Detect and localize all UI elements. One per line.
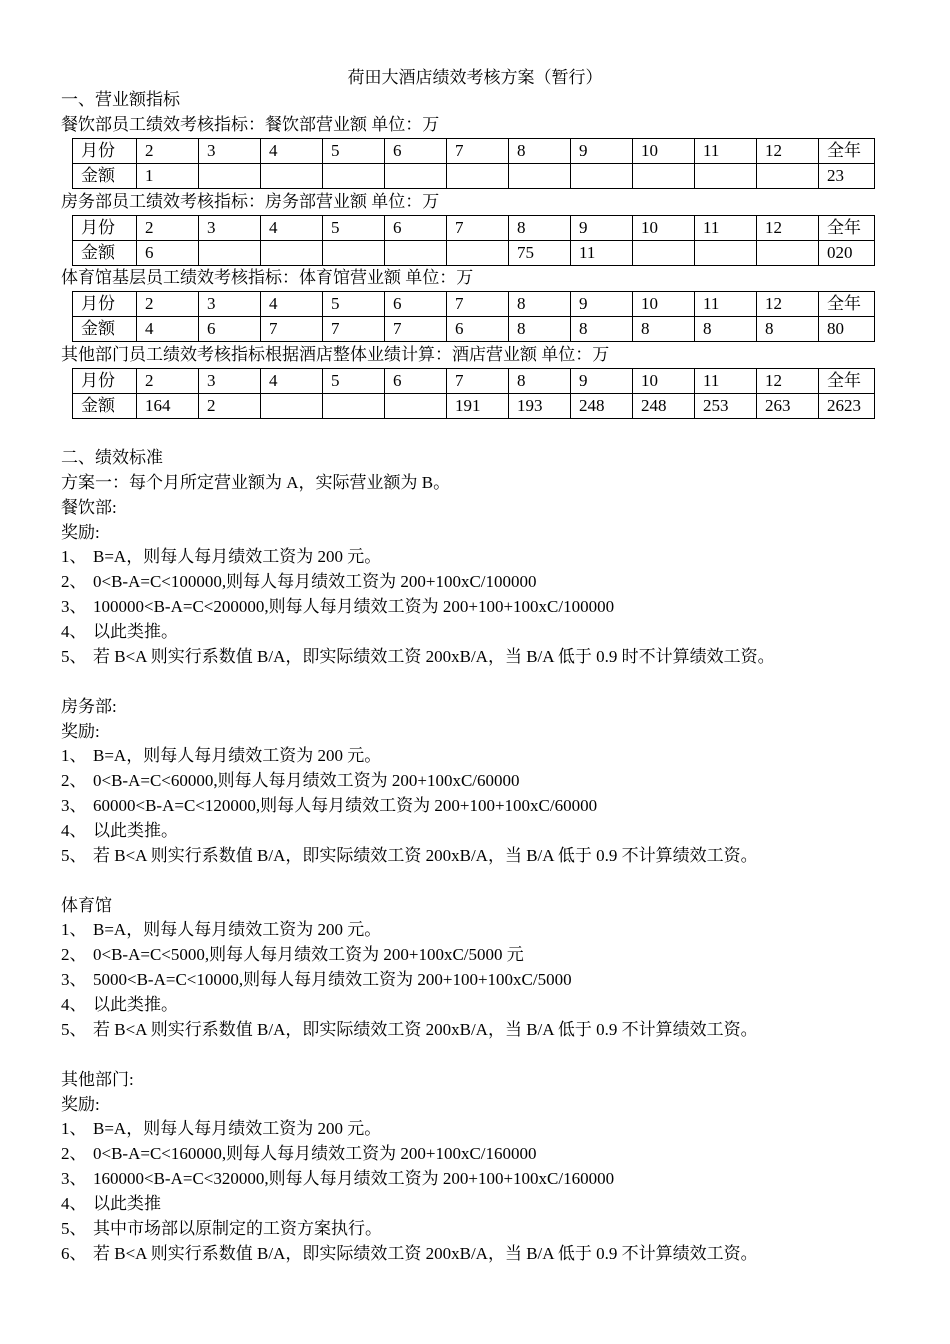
list-text: 若 B<A 则实行系数值 B/A，即实际绩效工资 200xB/A，当 B/A 低于 0.9 不计算绩效工资。 — [93, 846, 758, 865]
table-cell: 6 — [385, 216, 447, 241]
table-cell: 4 — [261, 139, 323, 164]
table-cell: 金额 — [73, 317, 137, 342]
section1-heading: 一、营业额指标 — [61, 90, 180, 109]
list-item — [61, 967, 758, 992]
dept-heading-gym: 体育馆 — [61, 896, 112, 915]
list-text: 0<B-A=C<160000,则每人每月绩效工资为 200+100xC/160000 — [93, 1144, 537, 1163]
list-item — [61, 917, 758, 942]
list-text: 若 B<A 则实行系数值 B/A，即实际绩效工资 200xB/A，当 B/A 低于 0.9 不计算绩效工资。 — [93, 1020, 758, 1039]
table-cell — [757, 164, 819, 189]
table-cell — [261, 241, 323, 266]
list-text: 若 B<A 则实行系数值 B/A，即实际绩效工资 200xB/A，当 B/A 低于 0.9 不计算绩效工资。 — [93, 1244, 758, 1263]
table-cell: 2623 — [819, 394, 875, 419]
table-cell: 6 — [385, 369, 447, 394]
table-cell: 193 — [509, 394, 571, 419]
list-item — [61, 768, 758, 793]
list-item — [61, 843, 758, 868]
table-cell: 月份 — [73, 216, 137, 241]
table-cell: 金额 — [73, 394, 137, 419]
table-row — [73, 317, 875, 342]
table-cell: 11 — [695, 369, 757, 394]
list-number: 4、 — [61, 1194, 87, 1213]
list-item — [61, 818, 758, 843]
list-text: 其中市场部以原制定的工资方案执行。 — [93, 1219, 382, 1238]
list-text: 以此类推。 — [93, 995, 178, 1014]
list-number: 3、 — [61, 796, 87, 815]
list-item — [61, 1241, 758, 1266]
table-cell: 020 — [819, 241, 875, 266]
table-cell: 5 — [323, 369, 385, 394]
table-cell: 10 — [633, 216, 695, 241]
list-item — [61, 594, 775, 619]
table-cell: 8 — [509, 216, 571, 241]
table-cell: 3 — [199, 139, 261, 164]
table-cell: 7 — [323, 317, 385, 342]
table-cell: 4 — [261, 369, 323, 394]
plan-description: 方案一：每个月所定营业额为 A，实际营业额为 B。 — [61, 473, 451, 492]
list-number: 3、 — [61, 1169, 87, 1188]
table-cell: 6 — [385, 292, 447, 317]
table-row — [73, 164, 875, 189]
table-cell — [757, 241, 819, 266]
table-cell — [509, 164, 571, 189]
table-cell: 4 — [261, 292, 323, 317]
list-number: 5、 — [61, 1020, 87, 1039]
table-cell — [571, 164, 633, 189]
table-cell: 金额 — [73, 164, 137, 189]
list-number: 2、 — [61, 771, 87, 790]
table-cell: 10 — [633, 369, 695, 394]
list-text: 0<B-A=C<60000,则每人每月绩效工资为 200+100xC/60000 — [93, 771, 520, 790]
table-cell: 191 — [447, 394, 509, 419]
list-text: 以此类推。 — [93, 622, 178, 641]
table-cell — [199, 164, 261, 189]
table-cell: 11 — [571, 241, 633, 266]
table-cell: 3 — [199, 292, 261, 317]
table-cell: 12 — [757, 292, 819, 317]
table-cell: 8 — [633, 317, 695, 342]
list-number: 1、 — [61, 920, 87, 939]
table-cell: 2 — [137, 139, 199, 164]
list-text: 5000<B-A=C<10000,则每人每月绩效工资为 200+100+100xC/5000 — [93, 970, 572, 989]
table-cell: 2 — [199, 394, 261, 419]
table-cell: 3 — [199, 216, 261, 241]
table-cell: 253 — [695, 394, 757, 419]
table-cell: 月份 — [73, 139, 137, 164]
table-cell: 月份 — [73, 369, 137, 394]
list-text: 以此类推。 — [93, 821, 178, 840]
table-cell: 8 — [695, 317, 757, 342]
rule-list-catering — [61, 544, 775, 669]
list-item — [61, 992, 758, 1017]
dept-heading-catering: 餐饮部: — [61, 498, 117, 517]
table-cell: 5 — [323, 139, 385, 164]
table-row — [73, 241, 875, 266]
table-cell: 9 — [571, 292, 633, 317]
reward-label-catering: 奖励: — [61, 523, 100, 542]
rule-list-other — [61, 1116, 758, 1266]
list-number: 1、 — [61, 547, 87, 566]
table-cell: 7 — [447, 369, 509, 394]
table-cell: 75 — [509, 241, 571, 266]
table-cell: 248 — [571, 394, 633, 419]
list-item — [61, 793, 758, 818]
table-cell: 全年 — [819, 139, 875, 164]
list-text: 160000<B-A=C<320000,则每人每月绩效工资为 200+100+100xC/160000 — [93, 1169, 615, 1188]
list-text: B=A，则每人每月绩效工资为 200 元。 — [93, 746, 382, 765]
dept-heading-rooms: 房务部: — [61, 697, 117, 716]
table-cell: 164 — [137, 394, 199, 419]
table-cell: 5 — [323, 292, 385, 317]
list-item — [61, 1191, 758, 1216]
table-cell: 10 — [633, 292, 695, 317]
list-item — [61, 1216, 758, 1241]
table-cell — [695, 164, 757, 189]
table-cell: 4 — [137, 317, 199, 342]
dept-heading-other: 其他部门: — [61, 1070, 134, 1089]
list-text: 0<B-A=C<100000,则每人每月绩效工资为 200+100xC/100000 — [93, 572, 537, 591]
list-number: 5、 — [61, 647, 87, 666]
table-cell: 7 — [261, 317, 323, 342]
table-cell: 11 — [695, 292, 757, 317]
list-number: 4、 — [61, 821, 87, 840]
list-number: 2、 — [61, 572, 87, 591]
list-number: 1、 — [61, 746, 87, 765]
table-header-row — [73, 139, 875, 164]
table-header-row — [73, 369, 875, 394]
table-cell — [323, 394, 385, 419]
table-cell: 7 — [447, 216, 509, 241]
list-item — [61, 644, 775, 669]
revenue-table-catering — [72, 138, 875, 189]
table-cell — [633, 164, 695, 189]
table-cell — [695, 241, 757, 266]
list-number: 3、 — [61, 597, 87, 616]
list-number: 4、 — [61, 995, 87, 1014]
table-cell: 金额 — [73, 241, 137, 266]
list-item — [61, 1017, 758, 1042]
list-number: 2、 — [61, 1144, 87, 1163]
section2-heading: 二、绩效标准 — [61, 448, 163, 467]
table-header-row — [73, 292, 875, 317]
table-cell: 10 — [633, 139, 695, 164]
table-cell: 9 — [571, 369, 633, 394]
table-cell — [385, 164, 447, 189]
table-caption-catering: 餐饮部员工绩效考核指标：餐饮部营业额 单位：万 — [61, 115, 440, 134]
list-item — [61, 1166, 758, 1191]
list-text: 60000<B-A=C<120000,则每人每月绩效工资为 200+100+100xC/60000 — [93, 796, 598, 815]
rule-list-rooms — [61, 743, 758, 868]
list-number: 5、 — [61, 846, 87, 865]
table-cell: 7 — [447, 139, 509, 164]
table-cell: 6 — [447, 317, 509, 342]
table-cell — [447, 164, 509, 189]
list-text: 以此类推 — [93, 1194, 161, 1213]
list-item — [61, 544, 775, 569]
table-row — [73, 394, 875, 419]
list-text: 若 B<A 则实行系数值 B/A，即实际绩效工资 200xB/A，当 B/A 低于 0.9 时不计算绩效工资。 — [93, 647, 775, 666]
table-cell: 6 — [137, 241, 199, 266]
list-text: B=A，则每人每月绩效工资为 200 元。 — [93, 547, 382, 566]
list-text: B=A，则每人每月绩效工资为 200 元。 — [93, 1119, 382, 1138]
list-item — [61, 942, 758, 967]
list-text: 0<B-A=C<5000,则每人每月绩效工资为 200+100xC/5000 元 — [93, 945, 524, 964]
table-cell — [199, 241, 261, 266]
table-cell: 8 — [509, 292, 571, 317]
reward-label-other: 奖励: — [61, 1095, 100, 1114]
table-cell — [385, 241, 447, 266]
table-cell: 80 — [819, 317, 875, 342]
table-cell: 7 — [385, 317, 447, 342]
list-text: 100000<B-A=C<200000,则每人每月绩效工资为 200+100+100xC/100000 — [93, 597, 615, 616]
list-item — [61, 743, 758, 768]
table-cell: 月份 — [73, 292, 137, 317]
list-item — [61, 1116, 758, 1141]
table-cell: 3 — [199, 369, 261, 394]
reward-label-rooms: 奖励: — [61, 722, 100, 741]
table-cell — [385, 394, 447, 419]
table-cell — [323, 241, 385, 266]
table-cell — [323, 164, 385, 189]
table-cell: 6 — [199, 317, 261, 342]
table-caption-other: 其他部门员工绩效考核指标根据酒店整体业绩计算：酒店营业额 单位：万 — [61, 345, 610, 364]
list-number: 5、 — [61, 1219, 87, 1238]
table-cell: 12 — [757, 139, 819, 164]
table-cell: 8 — [509, 139, 571, 164]
table-caption-rooms: 房务部员工绩效考核指标：房务部营业额 单位：万 — [61, 192, 440, 211]
table-cell: 6 — [385, 139, 447, 164]
document-title: 荷田大酒店绩效考核方案（暂行） — [347, 68, 603, 87]
revenue-table-rooms — [72, 215, 875, 266]
list-number: 2、 — [61, 945, 87, 964]
table-cell: 8 — [757, 317, 819, 342]
table-cell: 248 — [633, 394, 695, 419]
table-cell — [447, 241, 509, 266]
table-cell: 4 — [261, 216, 323, 241]
list-number: 6、 — [61, 1244, 87, 1263]
list-number: 3、 — [61, 970, 87, 989]
revenue-table-gym — [72, 291, 875, 342]
table-cell: 263 — [757, 394, 819, 419]
table-cell: 12 — [757, 369, 819, 394]
list-item — [61, 1141, 758, 1166]
table-cell: 全年 — [819, 216, 875, 241]
table-cell — [261, 394, 323, 419]
table-cell: 1 — [137, 164, 199, 189]
list-text: B=A，则每人每月绩效工资为 200 元。 — [93, 920, 382, 939]
table-cell: 9 — [571, 139, 633, 164]
table-cell: 5 — [323, 216, 385, 241]
table-cell: 9 — [571, 216, 633, 241]
table-cell: 2 — [137, 292, 199, 317]
table-cell: 8 — [509, 369, 571, 394]
table-cell: 8 — [571, 317, 633, 342]
table-caption-gym: 体育馆基层员工绩效考核指标：体育馆营业额 单位：万 — [61, 268, 474, 287]
list-item — [61, 569, 775, 594]
table-header-row — [73, 216, 875, 241]
revenue-table-other — [72, 368, 875, 419]
table-cell: 7 — [447, 292, 509, 317]
list-item — [61, 619, 775, 644]
table-cell — [633, 241, 695, 266]
list-number: 4、 — [61, 622, 87, 641]
list-number: 1、 — [61, 1119, 87, 1138]
table-cell: 11 — [695, 216, 757, 241]
table-cell: 全年 — [819, 292, 875, 317]
rule-list-gym — [61, 917, 758, 1042]
table-cell: 8 — [509, 317, 571, 342]
table-cell: 11 — [695, 139, 757, 164]
table-cell: 2 — [137, 216, 199, 241]
table-cell — [261, 164, 323, 189]
table-cell: 全年 — [819, 369, 875, 394]
table-cell: 2 — [137, 369, 199, 394]
table-cell: 12 — [757, 216, 819, 241]
table-cell: 23 — [819, 164, 875, 189]
